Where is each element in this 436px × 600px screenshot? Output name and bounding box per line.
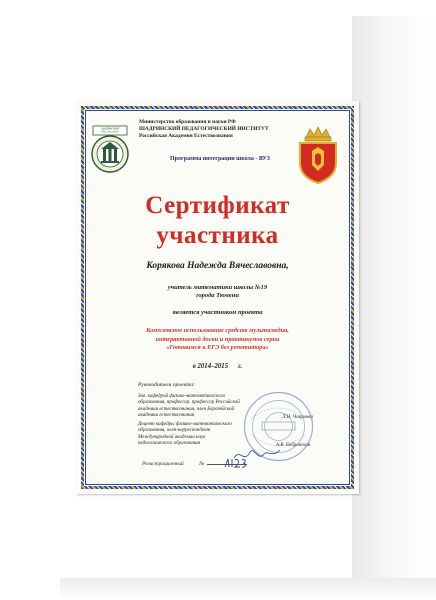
- registration-number-prefix: №: [199, 461, 205, 467]
- institute-line: ШАДРИНСКИЙ ПЕДАГОГИЧЕСКИЙ ИНСТИТУТ: [139, 126, 269, 132]
- leader-2-signature: А.В. Бобровская: [276, 443, 311, 448]
- occupation-line-1: учитель математики школы №19: [167, 284, 268, 291]
- project-line-1: Комплексное использование средств мультимедиа,: [146, 327, 289, 334]
- project-years: [76, 363, 359, 370]
- leader-2-credentials: [138, 422, 232, 447]
- issuer-header: [139, 119, 299, 140]
- project-title: [76, 327, 359, 353]
- project-line-3: «Готовимся к ЕГЭ без репетитора»: [166, 344, 269, 351]
- leader-1-line-1: Зав. кафедрой физико-математического: [138, 394, 226, 399]
- leader-1-line-4: академии естествознания: [138, 412, 195, 418]
- leader-2-line-4: педагогического образования: [138, 440, 200, 446]
- leader-2-line-3: Международной академии наук: [138, 434, 206, 440]
- recipient-occupation: [76, 284, 359, 300]
- handwritten-number-icon: [221, 456, 251, 470]
- certificate-subtitle: участника: [156, 222, 279, 249]
- program-title: Программа интеграции школа - ВУЗ: [170, 156, 270, 162]
- registration-label: Регистрационный: [142, 461, 184, 467]
- leader-1-credentials: [138, 394, 240, 419]
- university-emblem-icon: [90, 125, 130, 175]
- leader-2-line-1: Доцент кафедры физико-математического: [138, 422, 232, 427]
- leader-1-line-3: академии естествознания, член Европейской: [138, 406, 235, 412]
- scan-shadow-bottom: [60, 578, 436, 600]
- project-line-2: интерактивной доски и практикумов серии: [155, 335, 280, 343]
- participant-statement: является участником проекта: [172, 309, 263, 316]
- certificate-sheet: [76, 101, 359, 494]
- leader-2-line-2: образования, член-корреспондент: [138, 428, 211, 434]
- certificate-title: Сертификат: [145, 192, 290, 219]
- years-period: в 2014–2015: [192, 363, 229, 370]
- recipient-name: Корякова Надежда Вячеславовна,: [146, 261, 289, 271]
- leader-1-line-2: образования, профессор, профессор Российской: [138, 400, 240, 406]
- ministry-line: Министерство образования и науки РФ: [139, 119, 236, 125]
- leader-1-signature: Л.Н. Чикунова: [282, 415, 313, 420]
- years-suffix: г.: [238, 363, 243, 370]
- svg-text:ПЕД. ИНСТИТУТ: ПЕД. ИНСТИТУТ: [101, 131, 119, 134]
- academy-line: Российская Академия Естествознания: [139, 133, 233, 139]
- occupation-line-2: города Тюмени: [196, 292, 239, 299]
- scan-shadow-right: [352, 16, 436, 600]
- svg-text:ШАДРИНСКИЙ: ШАДРИНСКИЙ: [100, 127, 120, 131]
- coat-of-arms-icon: [296, 125, 340, 185]
- leaders-label: Руководители проекта:: [138, 382, 196, 388]
